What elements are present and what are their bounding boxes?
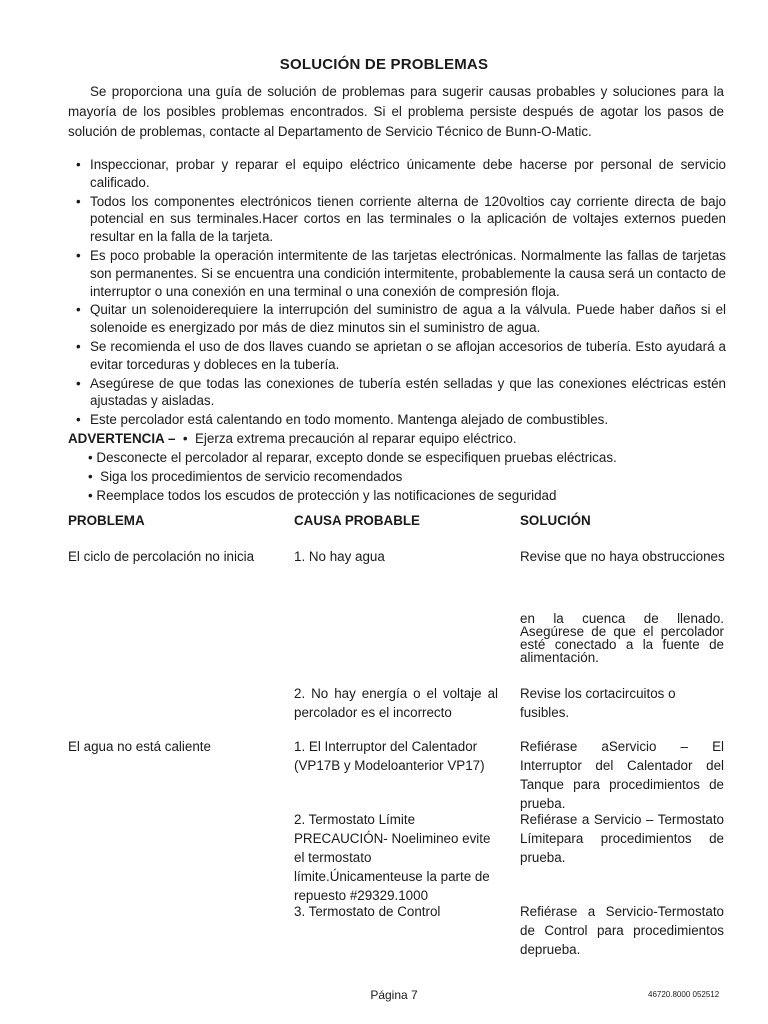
warning-item: Ejerza extrema precaución al reparar equipo eléctrico. (195, 431, 517, 446)
list-item: • Este percolador está calentando en todo momento. Mantenga alejado de combustibles. (76, 412, 609, 428)
solution-cell: en la cuenca de llenado. Asegúrese de que el percolador esté conectado a la fuente de alimentación. (520, 611, 724, 665)
warning-first-line (68, 429, 728, 448)
solution-cell: Revise que no haya obstrucciones (520, 549, 725, 564)
cause-cell: 2. Termostato Límite PRECAUCIÓN- Noelimineo evite el termostato límite.Únicamenteuse la parte de repuesto #29329.1000 (294, 812, 491, 903)
cause-cell: 1. No hay agua (294, 549, 385, 564)
bullet-glyph: • (179, 431, 192, 446)
header-solution: SOLUCIÓN (520, 513, 591, 528)
solution-cell: Refiérase a Servicio-Termostato de Control para procedimientos deprueba. (520, 904, 724, 957)
page-number: Página 7 (370, 988, 418, 1002)
list-item: • Se recomienda el uso de dos llaves cuando se aprietan o se aflojan accesorios de tubería. Esto ayudará a evitar torceduras y dobleces en la tubería. (76, 338, 726, 372)
warning-subitem: • Reemplace todos los escudos de protección y las notificaciones de seguridad (88, 488, 557, 503)
problem-cell: El ciclo de percolación no inicia (68, 549, 255, 564)
problem-cell: El agua no está caliente (68, 739, 211, 754)
header-problem: PROBLEMA (68, 513, 145, 528)
cause-cell: 3. Termostato de Control (294, 904, 441, 919)
warning-label: ADVERTENCIA – (68, 431, 176, 446)
solution-cell: Refiérase aServicio – El Interruptor del Calentador del Tanque para procedimientos de prueba. (520, 739, 724, 811)
cause-cell: 1. El Interruptor del Calentador (VP17B y Modeloanterior VP17) (294, 739, 485, 773)
list-item: • Asegúrese de que todas las conexiones de tubería estén selladas y que las conexiones eléctricas estén ajustadas y aisladas. (76, 375, 726, 409)
header-cause: CAUSA PROBABLE (294, 513, 420, 528)
warning-block (68, 429, 728, 505)
document-code: 46720.8000 052512 (648, 990, 720, 999)
safety-bullet-list (66, 156, 726, 430)
solution-cell: Refiérase a Servicio – Termostato Límitepara procedimientos de prueba. (520, 812, 724, 865)
warning-subitem: • Siga los procedimientos de servicio recomendados (88, 469, 403, 484)
warning-subitem: • Desconecte el percolador al reparar, excepto donde se especifiquen pruebas eléctricas. (88, 450, 617, 465)
page-title: SOLUCIÓN DE PROBLEMAS (279, 56, 489, 73)
list-item: • Quitar un solenoiderequiere la interrupción del suministro de agua a la válvula. Puede haber daños si el solenoide es energizado por más de diez minutos sin el suministro de agua. (76, 302, 726, 336)
intro-paragraph: Se proporciona una guía de solución de problemas para sugerir causas probables y soluciones para la mayoría de los posibles problemas encontrados. Si el problema persiste después de agotar los pasos de solución de problemas, contacte al Departamento de Servicio Técnico de Bunn-O-Matic. (68, 84, 724, 139)
list-item: • Es poco probable la operación intermitente de las tarjetas electrónicas. Normalmente las fallas de tarjetas son permanentes. Si se encuentra una condición intermitente, probablemente la causa será un contacto de interruptor o una conexión en una terminal o una conexión de compresión floja. (76, 247, 726, 299)
list-item: • Inspeccionar, probar y reparar el equipo eléctrico únicamente debe hacerse por personal de servicio calificado. (76, 157, 726, 190)
cause-cell: 2. No hay energía o el voltaje al percolador es el incorrecto (294, 686, 498, 720)
solution-cell: Revise los cortacircuitos o fusibles. (520, 686, 676, 720)
list-item: • Todos los componentes electrónicos tienen corriente alterna de 120voltios cay corriente directa de bajo potencial en sus terminales.Hacer cortos en las terminales o la aplicación de voltajes externos pueden resultar en la falla de la tarjeta. (76, 193, 726, 245)
